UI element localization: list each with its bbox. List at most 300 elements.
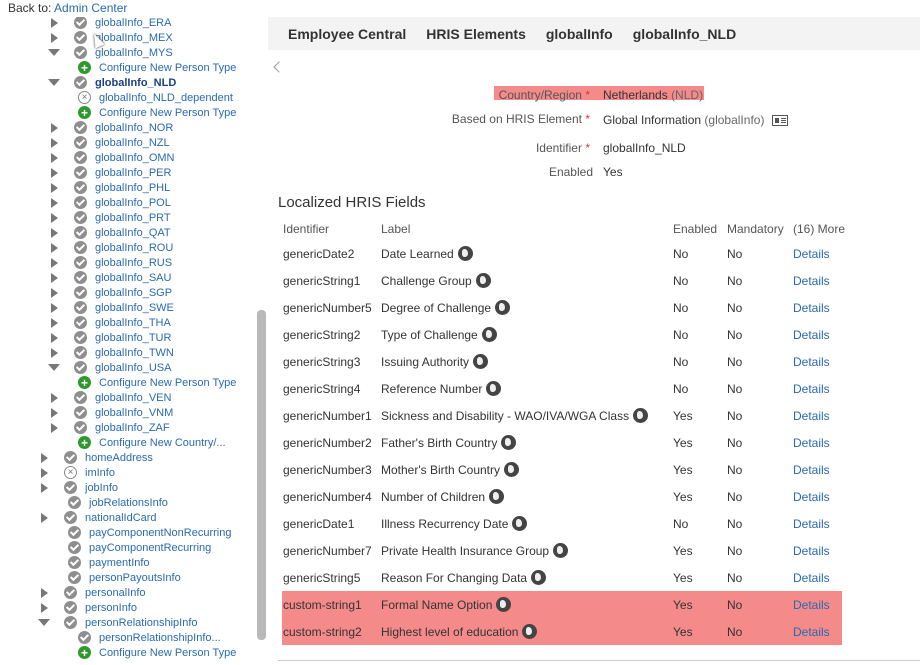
globe-icon[interactable] [489,489,504,504]
field-label: Reason For Changing Data [381,571,528,585]
field-enabled: No [673,517,689,531]
collapsed-triangle-icon[interactable] [48,257,60,269]
tree-item-label[interactable]: globalInfo_NLD_dependent [99,91,233,104]
field-enabled: Yes [673,409,693,423]
enabled-value: Yes [603,165,623,179]
tree-item[interactable] [38,600,137,615]
check-circle-icon [74,31,87,44]
details-link[interactable]: Details [793,328,830,342]
details-link[interactable]: Details [793,409,830,423]
details-link[interactable]: Details [793,436,830,450]
tree-item-label[interactable]: globalInfo_USA [95,361,172,374]
col-label: Label [381,222,411,236]
top-bar [0,0,920,17]
tree-item-label[interactable]: personRelationshipInfo [85,616,198,629]
field-label: Illness Recurrency Date [381,517,509,531]
field-mandatory: No [727,544,743,558]
tree-item-label[interactable]: paymentInfo [89,556,150,569]
triangle-down-icon [48,49,60,56]
check-circle-icon [74,121,87,134]
tree-item[interactable] [48,420,170,435]
triangle-right-icon [51,213,58,223]
check-circle-icon [64,511,77,524]
tree-item-label[interactable]: globalInfo_SGP [95,286,173,299]
tree-item[interactable] [38,480,118,495]
tree-item-label[interactable]: personRelationshipInfo... [99,631,221,644]
field-identifier: genericString3 [283,355,361,369]
field-enabled: No [673,355,689,369]
field-identifier: genericDate2 [283,247,355,261]
tree-scrollbar[interactable] [257,310,266,640]
collapsed-triangle-icon[interactable] [48,227,60,239]
tab-employee-central[interactable]: Employee Central [288,25,407,42]
tree-item-label[interactable]: globalInfo_PHL [95,181,171,194]
collapsed-triangle-icon[interactable] [48,182,60,194]
tree-item[interactable] [48,150,175,165]
field-enabled: No [673,247,689,261]
tree-item-label[interactable]: globalInfo_VNM [95,406,174,419]
tab-globalinfo[interactable]: globalInfo [545,25,613,42]
tree-item-label[interactable]: globalInfo_NLD [95,76,177,89]
tree-item[interactable] [48,225,171,240]
field-enabled: Yes [673,598,693,612]
field-label-cell [381,517,527,532]
field-mandatory: No [727,382,743,396]
based-on-code: (globalInfo) [704,113,765,127]
field-identifier: genericNumber3 [283,463,372,477]
collapsed-triangle-icon[interactable] [48,287,60,299]
tree-item[interactable] [68,540,211,555]
field-enabled: No [673,382,689,396]
tree-item[interactable] [48,390,171,405]
collapsed-triangle-icon[interactable] [48,17,60,29]
tab-hris-elements[interactable]: HRIS Elements [426,25,526,42]
table-row [278,429,848,456]
details-link[interactable]: Details [793,598,830,612]
field-label: Formal Name Option [381,598,493,612]
tree-item[interactable] [48,240,173,255]
triangle-right-icon [51,18,58,28]
expanded-triangle-icon[interactable] [48,362,60,374]
field-label: Date Learned [381,247,454,261]
check-circle-icon [68,571,81,584]
divider [278,660,920,661]
globe-icon[interactable] [504,462,519,477]
check-circle-icon [64,616,77,629]
field-mandatory: No [727,625,743,639]
field-label-cell [381,436,516,451]
field-label-cell [381,301,510,316]
table-row [282,618,842,645]
tree-item[interactable] [48,195,171,210]
field-mandatory: No [727,517,743,531]
hris-element-tree [0,17,268,665]
breadcrumb-tabs [268,17,920,50]
field-enabled: Yes [673,490,693,504]
tree-item-label[interactable]: Configure New Person Type [99,61,237,74]
triangle-right-icon [51,273,58,283]
details-link[interactable]: Details [793,301,830,315]
check-circle-icon [68,496,81,509]
tree-item-label[interactable]: nationalIdCard [85,511,157,524]
tree-item[interactable] [48,360,171,375]
details-link[interactable]: Details [793,355,830,369]
field-label: Father's Birth Country [381,436,498,450]
tree-item-label[interactable]: globalInfo_RUS [95,256,173,269]
collapsed-triangle-icon[interactable] [48,422,60,434]
tree-item[interactable] [38,615,198,630]
tree-item-label[interactable]: globalInfo_MEX [95,31,173,44]
tree-item-label[interactable]: payComponentRecurring [89,541,212,554]
tree-item[interactable] [48,45,173,60]
table-row [278,321,848,348]
field-label: Degree of Challenge [381,301,492,315]
field-identifier: genericNumber7 [283,544,372,558]
tree-item-label[interactable]: globalInfo_THA [95,316,171,329]
check-circle-icon [74,286,87,299]
tree-item[interactable] [48,120,173,135]
triangle-down-icon [48,79,60,86]
globe-icon[interactable] [458,246,473,261]
collapsed-triangle-icon[interactable] [48,122,60,134]
check-circle-icon [74,226,87,239]
add-icon: + [78,376,91,389]
tree-item-label[interactable]: Configure New Person Type [99,376,237,389]
triangle-right-icon [51,138,58,148]
field-mandatory: No [727,355,743,369]
tree-item-label[interactable]: globalInfo_VEN [95,391,172,404]
triangle-right-icon [51,258,58,268]
triangle-down-icon [38,619,50,626]
tree-item[interactable] [78,645,236,660]
tree-item-label[interactable]: personPayoutsInfo [89,571,181,584]
tree-item[interactable] [38,450,153,465]
tree-item-label[interactable]: Configure New Person Type [99,646,237,659]
x-circle-icon: × [78,91,91,104]
check-circle-icon [64,481,77,494]
collapsed-triangle-icon[interactable] [48,272,60,284]
triangle-right-icon [51,288,58,298]
check-circle-icon [74,301,87,314]
check-circle-icon [74,241,87,254]
tree-item[interactable] [68,525,231,540]
tree-item[interactable] [48,285,172,300]
tree-item[interactable] [48,345,174,360]
collapsed-triangle-icon[interactable] [38,452,50,464]
collapsed-triangle-icon[interactable] [48,407,60,419]
tree-item[interactable] [48,210,171,225]
tree-item[interactable] [78,105,236,120]
details-link[interactable]: Details [793,274,830,288]
tree-item-label[interactable]: globalInfo_ERA [95,17,172,29]
tree-item[interactable] [78,630,221,645]
triangle-right-icon [41,513,48,523]
globe-icon[interactable] [512,516,527,531]
check-circle-icon [64,601,77,614]
field-identifier: custom-string1 [283,598,362,612]
tree-item[interactable] [78,375,236,390]
tree-item-label[interactable]: jobRelationsInfo [89,496,168,509]
table-row [278,402,848,429]
tree-item[interactable] [48,300,174,315]
field-mandatory: No [727,490,743,504]
tree-item-label[interactable]: globalInfo_QAT [95,226,171,239]
globe-icon[interactable] [486,381,501,396]
triangle-right-icon [51,153,58,163]
country-label: Country/Region [498,88,582,102]
back-to-label: Back to: [8,1,52,15]
details-link[interactable]: Details [793,463,830,477]
field-identifier: genericString1 [283,274,361,288]
field-label: Issuing Authority [381,355,470,369]
tree-item-label[interactable]: homeAddress [85,451,153,464]
tree-item[interactable] [78,90,233,105]
field-label: Number of Children [381,490,486,504]
tree-item[interactable] [48,270,171,285]
tree-item-label[interactable]: globalInfo_TUR [95,331,172,344]
field-enabled: Yes [673,544,693,558]
triangle-right-icon [51,198,58,208]
tree-item[interactable] [48,30,173,45]
collapsed-triangle-icon[interactable] [48,137,60,149]
check-circle-icon [74,136,87,149]
triangle-right-icon [51,168,58,178]
field-label-cell [381,490,504,505]
table-row [278,537,848,564]
globe-icon[interactable] [482,327,497,342]
field-enabled: Yes [673,625,693,639]
required-mark: * [585,88,590,102]
field-label: Sickness and Disability - WAO/IVA/WGA Class [381,409,630,423]
check-circle-icon [74,316,87,329]
check-circle-icon [74,76,87,89]
table-row [278,510,848,537]
expanded-triangle-icon[interactable] [48,77,60,89]
col-more[interactable]: (16) More [793,222,846,236]
col-identifier: Identifier [283,222,330,236]
country-code: (NLD) [671,88,704,102]
triangle-right-icon [51,393,58,403]
check-circle-icon [74,211,87,224]
field-label: Highest level of education [381,625,519,639]
check-circle-icon [74,196,87,209]
globe-icon[interactable] [476,273,491,288]
tree-item-label[interactable]: globalInfo_PRT [95,211,171,224]
details-link[interactable]: Details [793,625,830,639]
triangle-right-icon [51,423,58,433]
tree-item-label[interactable]: globalInfo_MYS [95,46,173,59]
identifier-value: globalInfo_NLD [603,141,686,155]
x-circle-icon: × [64,466,77,479]
tree-item[interactable] [48,405,173,420]
tree-item-label[interactable]: personInfo [85,601,137,614]
expanded-triangle-icon[interactable] [48,47,60,59]
check-circle-icon [74,151,87,164]
field-mandatory: No [727,328,743,342]
field-identifier: genericString4 [283,382,361,396]
tree-item[interactable] [38,510,157,525]
triangle-right-icon [51,33,58,43]
tree-item-label[interactable]: imInfo [85,466,115,479]
triangle-down-icon [48,364,60,371]
collapsed-triangle-icon[interactable] [48,152,60,164]
check-circle-icon [74,166,87,179]
required-mark: * [585,141,590,155]
col-enabled: Enabled [673,222,718,236]
tree-item-label[interactable]: jobInfo [85,481,119,494]
collapsed-triangle-icon[interactable] [38,482,50,494]
field-label: Challenge Group [381,274,472,288]
triangle-right-icon [51,228,58,238]
tree-item-label[interactable]: globalInfo_POL [95,196,171,209]
expanded-triangle-icon[interactable] [38,617,50,629]
collapse-chevron-icon[interactable] [272,60,284,74]
tree-item-label[interactable]: globalInfo_OMN [95,151,175,164]
collapsed-triangle-icon[interactable] [48,332,60,344]
triangle-right-icon [41,453,48,463]
collapsed-triangle-icon[interactable] [48,302,60,314]
field-mandatory: No [727,571,743,585]
table-row [278,267,848,294]
globe-icon[interactable] [522,624,537,639]
tree-item[interactable] [48,315,171,330]
collapsed-triangle-icon[interactable] [38,512,50,524]
field-enabled: Yes [673,436,693,450]
field-identifier: genericNumber1 [283,409,372,423]
triangle-right-icon [51,333,58,343]
check-circle-icon [68,526,81,539]
check-circle-icon [74,421,87,434]
triangle-right-icon [51,408,58,418]
globe-icon[interactable] [501,435,516,450]
details-link[interactable]: Details [793,517,830,531]
tree-item[interactable] [48,165,171,180]
id-card-icon[interactable] [772,115,788,126]
details-link[interactable]: Details [793,247,830,261]
triangle-right-icon [51,348,58,358]
details-link[interactable]: Details [793,544,830,558]
check-circle-icon [64,451,77,464]
collapsed-triangle-icon[interactable] [48,197,60,209]
field-mandatory: No [727,409,743,423]
triangle-right-icon [51,243,58,253]
tree-item[interactable] [78,435,226,450]
details-link[interactable]: Details [793,382,830,396]
field-identifier: genericString5 [283,571,361,585]
field-mandatory: No [727,301,743,315]
tree-item-label[interactable]: globalInfo_ROU [95,241,174,254]
table-row [278,294,848,321]
check-circle-icon [74,17,87,29]
collapsed-triangle-icon[interactable] [48,317,60,329]
check-circle-icon [68,541,81,554]
globe-icon[interactable] [495,300,510,315]
globe-icon[interactable] [531,570,546,585]
details-link[interactable]: Details [793,490,830,504]
tree-item[interactable] [48,17,171,30]
triangle-right-icon [51,318,58,328]
collapsed-triangle-icon[interactable] [48,167,60,179]
tree-item-label[interactable]: globalInfo_TWN [95,346,174,359]
tree-item[interactable] [38,465,115,480]
tab-globalinfo-nld[interactable]: globalInfo_NLD [632,25,737,42]
tree-item-label[interactable]: payComponentNonRecurring [89,526,232,539]
check-circle-icon [78,631,91,644]
tree-item[interactable] [78,60,236,75]
collapsed-triangle-icon[interactable] [48,347,60,359]
field-label-cell [381,274,491,289]
tree-item-label[interactable]: Configure New Country/... [99,436,226,449]
field-label-cell [381,409,648,424]
field-label-cell [381,571,546,586]
field-label: Reference Number [381,382,483,396]
globe-icon[interactable] [633,408,648,423]
field-identifier: custom-string2 [283,625,362,639]
collapsed-triangle-icon[interactable] [48,212,60,224]
globe-icon[interactable] [473,354,488,369]
check-circle-icon [74,391,87,404]
table-row [278,483,848,510]
tree-item-label[interactable]: globalInfo_NZL [95,136,170,149]
field-label: Mother's Birth Country [381,463,500,477]
col-mandatory: Mandatory [727,222,784,236]
collapsed-triangle-icon[interactable] [38,467,50,479]
add-icon: + [78,646,91,659]
details-link[interactable]: Details [793,571,830,585]
triangle-right-icon [41,603,48,613]
tree-item[interactable] [48,255,172,270]
tree-item[interactable] [48,135,170,150]
table-row [278,564,848,591]
triangle-right-icon [51,183,58,193]
check-circle-icon [74,256,87,269]
add-icon: + [78,106,91,119]
globe-icon[interactable] [496,597,511,612]
tree-item-label[interactable]: Configure New Person Type [99,106,237,119]
tree-item-label[interactable]: globalInfo_NOR [95,121,174,134]
field-identifier: genericNumber5 [283,301,372,315]
globe-icon[interactable] [553,543,568,558]
add-icon: + [78,61,91,74]
collapsed-triangle-icon[interactable] [48,32,60,44]
tree-item[interactable] [68,555,150,570]
collapsed-triangle-icon[interactable] [48,392,60,404]
tree-item-label[interactable]: globalInfo_SWE [95,301,174,314]
tree-item[interactable] [48,180,170,195]
tree-item-label[interactable]: globalInfo_ZAF [95,421,170,434]
tree-item-label[interactable]: personalInfo [85,586,146,599]
field-label-cell [381,328,497,343]
table-row [278,456,848,483]
tree-item[interactable] [48,330,171,345]
based-on-value [603,113,788,127]
collapsed-triangle-icon[interactable] [48,242,60,254]
tree-item-label[interactable]: globalInfo_SAU [95,271,172,284]
collapsed-triangle-icon[interactable] [38,602,50,614]
country-value [603,88,703,102]
tree-item[interactable] [68,570,181,585]
table-row [278,240,848,267]
tree-item[interactable] [68,495,168,510]
check-circle-icon [64,586,77,599]
triangle-right-icon [41,468,48,478]
tree-item[interactable] [48,75,176,90]
admin-center-link[interactable]: Admin Center [54,1,128,15]
collapsed-triangle-icon[interactable] [38,587,50,599]
field-label-cell [381,544,568,559]
tree-item-label[interactable]: globalInfo_PER [95,166,172,179]
tree-item[interactable] [38,585,146,600]
